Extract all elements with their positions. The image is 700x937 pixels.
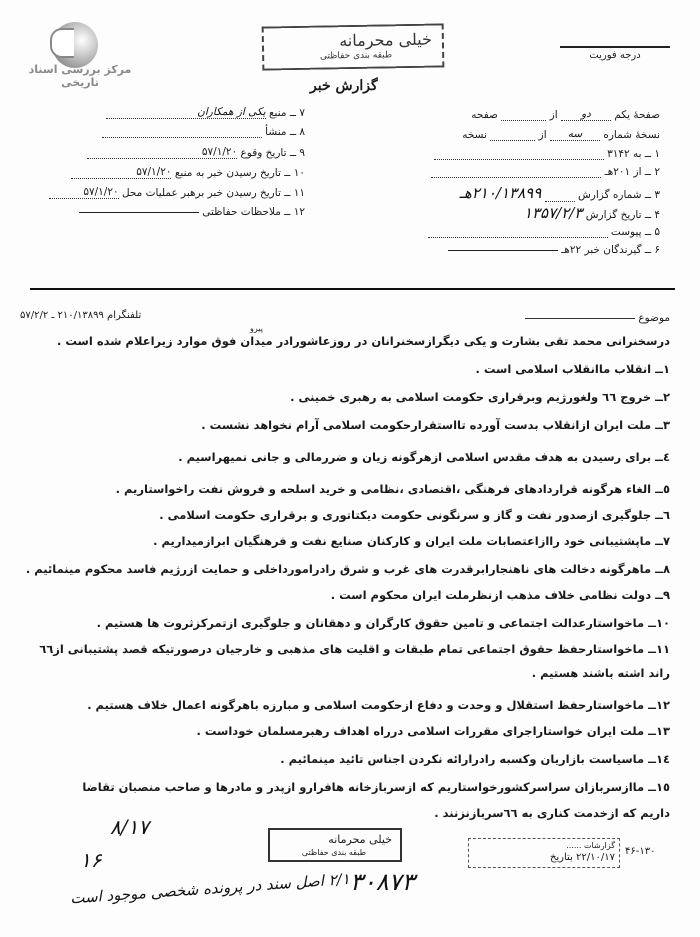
field-value: ۱۳۵۷/۲/۳ — [523, 204, 583, 222]
field-value: دو — [561, 108, 611, 121]
field-attachment — [428, 226, 660, 238]
field-news-to-source-date — [71, 166, 305, 179]
field-report-date — [524, 204, 660, 222]
section-divider — [30, 288, 675, 290]
field-value: ۵۷/۱/۲۰ — [87, 146, 237, 159]
urgency-label: درجه فوریت — [560, 46, 670, 61]
body-item: ۱ــ انقلاب ماانقلاب اسلامی است . — [475, 362, 670, 376]
field-label: ۷ ــ منبع — [268, 107, 305, 119]
field-value: ۲۲هـ — [561, 244, 582, 256]
field-value: یکی از همکاران — [106, 106, 266, 119]
field-label: ۱۲ ــ ملاحظات حفاظتی — [202, 206, 305, 218]
stamp-sub-text: طبقه بندی حفاظتی — [319, 50, 393, 62]
field-from — [431, 166, 660, 178]
stamp-main-text: خیلی محرمانه — [339, 29, 433, 51]
field-label: نسخهٔ شماره — [603, 129, 660, 141]
field-value: ۳۱۴۲ — [607, 148, 630, 160]
field-label: ۴ ــ تاریخ گزارش — [585, 209, 660, 221]
handwritten-note: ٢/١ اصل سند در پرونده شخصی موجود است — [69, 869, 351, 908]
body-item-continuation: داریم که ازخدمت کناری به ٦٦سربازنزنند . — [434, 806, 670, 820]
field-label: ۳ ــ شماره گزارش — [577, 189, 660, 201]
body-item: ١١ــ ماخواستارحفظ حقوق اجتماعی تمام طبقات و اقلیت های مذهبی و خارجیان درصورتیکه قصد پشتیبانی از٦٦ — [39, 642, 670, 656]
field-copy-number — [462, 128, 660, 141]
field-value: ۵۷/۱/۲۰ — [49, 186, 119, 199]
body-item: ١٥ــ ماازسربازان سراسرکشورخواستاریم که ازسربازخانه هافرارو ازپدر و مادرها و صاحب منصبان تقاضا — [82, 780, 670, 794]
field-occurrence-date — [87, 146, 305, 159]
body-item: ٧ــ ماپشتیبانی خود راازاعتصابات ملت ایران و کارکنان صنایع نفت و فرهنگیان ابرازمیداریم . — [153, 534, 670, 548]
field-label: ۲ ــ از — [633, 166, 660, 178]
logo-text: مرکز بررسی اسناد تاریخی — [28, 63, 132, 89]
body-item: ١٣ــ ملت ایران خواستاراجرای مقررات اسلامی درراه اهداف رهبرمسلمان خوداست . — [196, 724, 670, 738]
field-to — [434, 148, 660, 160]
body-item: ٩ــ دولت نظامی خلاف مذهب ازنظرملت ایران محکوم است . — [330, 588, 670, 602]
subject-field — [525, 312, 670, 324]
registration-box — [468, 838, 620, 868]
classification-stamp — [262, 23, 445, 70]
handwritten-number: ۳۰۸۷۳ — [350, 868, 415, 896]
field-source — [106, 106, 305, 119]
form-code: ۴۶-۱۳۰ — [625, 846, 656, 857]
field-label: ۸ ــ منشأ — [265, 126, 305, 138]
body-item: ٨ــ ماهرگونه دخالت های ناهنجارابرقدرت های غرب و شرق رادرامورداخلی و حمایت ازرژیم فاسد محکوم مینمائیم . — [25, 562, 670, 576]
field-label: نسخه — [462, 129, 487, 141]
field-value: سه — [550, 128, 600, 141]
field-label: ۵ ــ پیوست — [610, 226, 660, 238]
field-label: ۱ ــ به — [632, 148, 660, 160]
registration-date: ۲۲/۱۰/۱۷ بتاریخ — [549, 852, 615, 863]
body-item: ١٤ــ ماسیاست بازاریان وکسبه رادرارائه نکردن اجناس تائید مینمائیم . — [280, 752, 670, 766]
field-label: صفحه — [471, 109, 498, 121]
field-recipients — [448, 244, 660, 256]
registration-line: گزارشات ...... — [566, 841, 615, 850]
body-item: ١٢ــ ماخواستارحفظ استقلال و وحدت و دفاع ازحکومت اسلامی و مبارزه باهرگونه اعمال خلاف هستیم . — [87, 698, 670, 712]
margin-note: ۱۶ — [80, 848, 102, 872]
body-item: ۳ــ ملت ایران ازانقلاب بدست آورده تااستقرارحکومت اسلامی آرام نخواهد نشست . — [201, 418, 670, 432]
page-title: گزارش خبر — [310, 78, 378, 94]
stamp-sub-text: طبقه بندی حفاظتی — [301, 848, 366, 857]
field-news-to-operations-date — [49, 186, 305, 199]
field-label: ۹ ــ تاریخ وقوع — [240, 147, 305, 159]
body-item: ۲ــ خروج ٦٦ ولغورژیم وبرقراری حکومت اسلامی به رهبری خمینی . — [290, 390, 670, 404]
field-label: از — [538, 129, 547, 141]
field-label: صفحهٔ یکم — [614, 109, 660, 121]
field-label: ۱۰ ــ تاریخ رسیدن خبر به منبع — [174, 167, 305, 179]
subject-reference-sub: پیرو — [250, 324, 263, 333]
field-value: ۲۱۰/۱۳۸۹۹هـ — [459, 184, 542, 202]
body-item: ١٠ــ ماخواستارعدالت اجتماعی و تامین حقوق کارگران و دهقانان و جلوگیری ازتمرکزثروت ها هستیم . — [96, 616, 670, 630]
field-label: ۱۱ ــ تاریخ رسیدن خبر برهبر عملیات محل — [121, 187, 305, 199]
body-item: ٥ــ الغاء هرگونه قراردادهای فرهنگی ،اقتصادی ،نظامی و خرید اسلحه و فروش نفت راخواستاریم . — [115, 482, 670, 496]
book-page-icon — [50, 28, 74, 58]
subject-reference: تلفنگرام ۲۱۰/۱۳۸۹۹ ـ ۵۷/۲/۲ — [20, 310, 142, 321]
stamp-main-text: خیلی محرمانه — [328, 833, 392, 846]
margin-note: ۸/۱۷ — [110, 815, 149, 839]
field-page-number — [471, 108, 660, 121]
field-value: ۲۰۱هـ — [604, 166, 631, 178]
field-value: ۵۷/۱/۲۰ — [71, 166, 171, 179]
field-report-number — [459, 184, 660, 202]
field-security-notes — [79, 206, 305, 218]
body-intro: درسخنرانی محمد تقی بشارت و یکی دیگرازسخنرانان در روزعاشورادر میدان فوق موارد زیراعلام شده است . — [57, 334, 670, 348]
field-label: از — [549, 109, 558, 121]
body-item: ٦ــ جلوگیری ازصدور نفت و گاز و سرنگونی حکومت دیکتاتوری و برقراری حکومت اسلامی . — [159, 508, 670, 522]
field-label: ۶ ــ گیرندگان خبر — [584, 244, 660, 256]
field-origin — [102, 126, 305, 138]
body-item-continuation: راند اشته باشند هستیم . — [531, 666, 670, 680]
subject-label: موضوع — [638, 312, 670, 324]
bottom-classification-stamp — [268, 828, 402, 862]
body-item: ٤ــ برای رسیدن به هدف مقدس اسلامی ازهرگونه زیان و ضررمالی و جانی نمیهراسیم . — [178, 450, 670, 464]
